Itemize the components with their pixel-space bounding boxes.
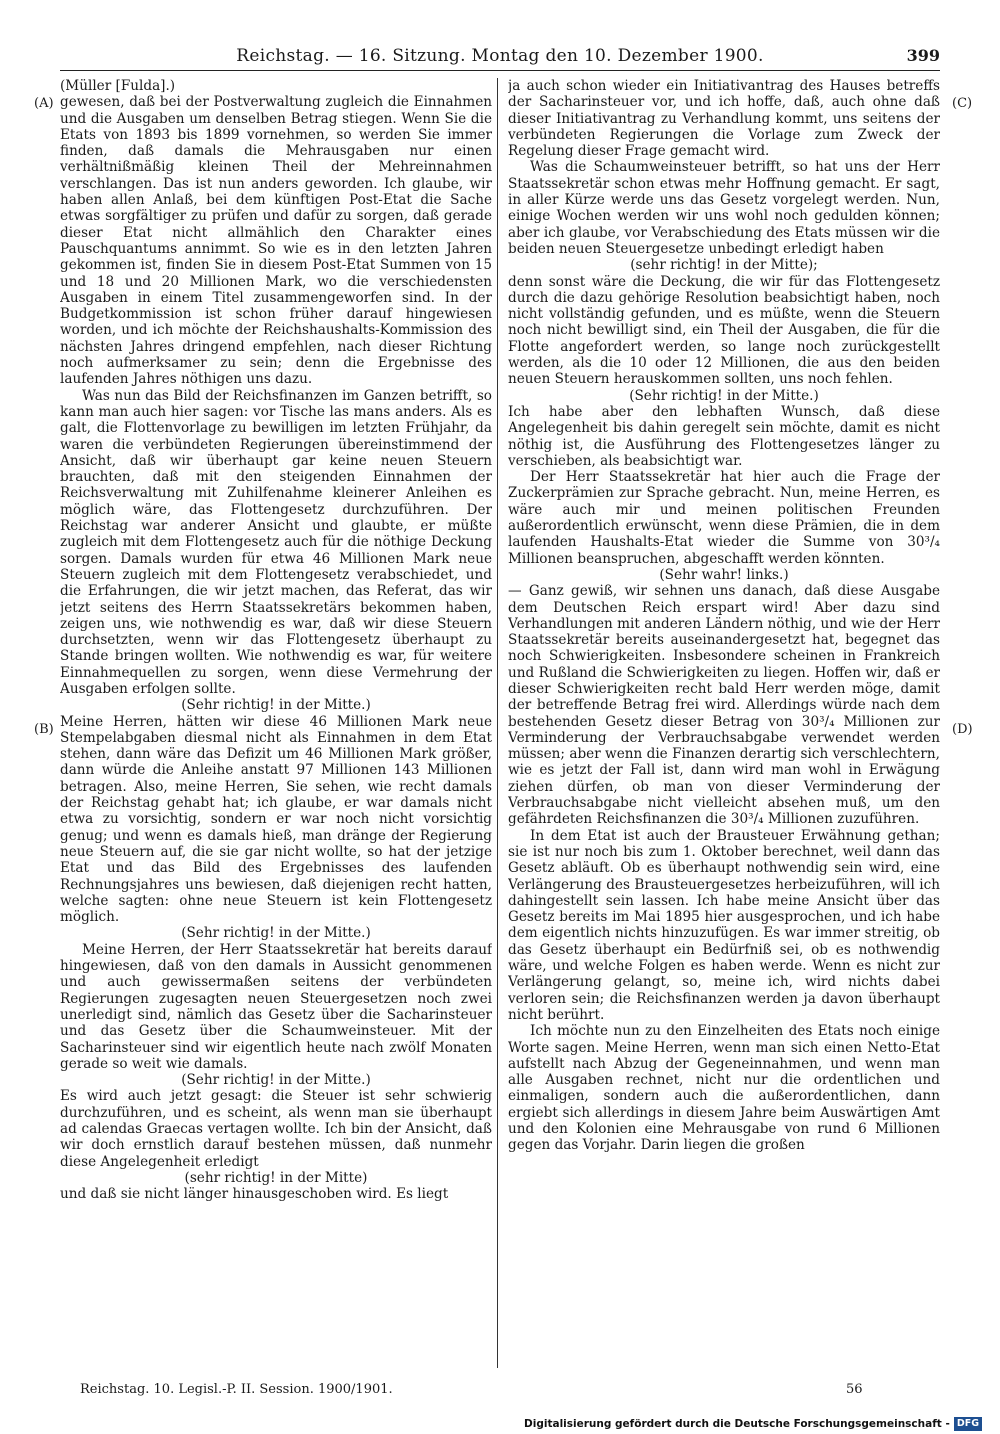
right-column-interjection: (sehr richtig! in der Mitte);	[630, 257, 818, 274]
left-column-interjection: (Sehr richtig! in der Mitte.)	[181, 697, 371, 714]
footer-sheet-number: 56	[846, 1382, 863, 1397]
right-column-paragraph: In dem Etat ist auch der Brausteuer Erwähnung gethan; sie ist nur noch bis zum 1. Oktober berechnet, weil dann das Gesetz abläuft. Ob es überhaupt nothwendig sein wird, eine Verlängerung des Brausteuergesetzes herbeizuführen, will ich dahingestellt sein lassen. Ich habe meine Ansicht über das Gesetz bereits im Mai 1895 hier ausgesprochen, und ich habe dem eigentlich nichts hinzuzufügen. Es war immer streitig, ob das Gesetz überhaupt ein Bedürfniß sei, ob es nothwendig wäre, und welche Folgen es haben werde. Wenn es nicht zur Verlängerung gelangt, so, meine ich, wird nichts dabei verloren sein; die Reichsfinanzen werden ja davon überhaupt nicht berührt.	[508, 827, 940, 1023]
left-column-paragraph: (Müller [Fulda].)	[60, 78, 176, 94]
right-column-interjection: (Sehr wahr! links.)	[659, 566, 789, 583]
dfg-logo: DFG	[954, 1417, 982, 1431]
left-column-paragraph: Es wird auch jetzt gesagt: die Steuer ist sehr schwierig durchzuführen, und es scheint, als wenn man sie überhaupt ad calendas Graecas vertagen wollte. Ich bin der Ansicht, daß wir doch ernstlich darauf bestehen müssen, daß nunmehr diese Angelegenheit erledigt	[60, 1088, 492, 1170]
right-column-interjection: (Sehr richtig! in der Mitte.)	[629, 387, 819, 404]
right-column-paragraph: denn sonst wäre die Deckung, die wir für das Flottengesetz durch die dazu gehörige Resolution beabsichtigt haben, noch nicht vollständig gefunden, und es müßte, wenn die Steuern noch nicht bewilligt sind, ein Theil der Ausgaben, die für die Flotte angefordert werden, so lange noch zurückgestellt werden, als die 10 oder 12 Millionen, die aus den beiden neuen Steuern herauskommen sollten, uns noch fehlen.	[508, 273, 940, 388]
right-text-column	[508, 78, 940, 1378]
right-column-paragraph: Ich habe aber den lebhaften Wunsch, daß diese Angelegenheit bis dahin geregelt sein möchte, damit es nicht nöthig ist, die Ausführung des Flottengesetzes länger zu verschieben, als beabsichtigt war.	[508, 403, 940, 469]
dfg-credit	[524, 1416, 982, 1432]
left-column-paragraph: und daß sie nicht länger hinausgeschoben wird. Es liegt	[60, 1186, 449, 1203]
margin-marker-d: (D)	[952, 722, 973, 737]
page-number: 399	[906, 46, 940, 65]
left-column-paragraph: gewesen, daß bei der Postverwaltung zugleich die Einnahmen und die Ausgaben um denselben Betrag stiegen. Wenn Sie die Etats von 1893 bis 1899 vornehmen, so werden Sie immer finden, daß damals die Mehrausgaben nur einen verhältnißmäßig kleinen Theil der Mehreinnahmen verschlangen. Das ist nun anders geworden. Ich glaube, wir haben allen Anlaß, bei dem künftigen Post-Etat die Sache etwas sorgfältiger zu prüfen und dafür zu sorgen, daß gerade dieser Etat nicht allmählich den Charakter eines Pauschquantums annimmt. So wie es in den letzten Jahren gekommen ist, finden Sie in diesem Post-Etat Summen von 15 und 18 und 20 Millionen Mark, wo die verschiedensten Ausgaben in einem Titel zusammengeworfen sind. In der Budgetkommission ist schon früher darauf hingewiesen worden, und ich möchte der Reichshaushalts-Kommission des nächsten Jahres dringend empfehlen, nach dieser Richtung noch aufmerksamer zu sein; denn die Ergebnisse des laufenden Jahres nöthigen uns dazu.	[60, 94, 492, 388]
left-column-paragraph: Meine Herren, der Herr Staatssekretär hat bereits darauf hingewiesen, daß von den damals in Aussicht genommenen und auch gewissermaßen seitens der verbündeten Regierungen zugesagten neuen Steuergesetzen noch zwei unerledigt sind, nämlich das Gesetz über die Sacharinsteuer und das Gesetz über die Schaumweinsteuer. Mit der Sacharinsteuer sind wir eigentlich heute nach zwölf Monaten gerade so weit wie damals.	[60, 941, 492, 1072]
column-divider	[497, 78, 498, 1368]
left-column-interjection: (Sehr richtig! in der Mitte.)	[181, 925, 371, 942]
right-column-paragraph: — Ganz gewiß, wir sehnen uns danach, daß diese Ausgabe dem Deutschen Reich erspart wird! Aber dazu sind Verhandlungen mit anderen Ländern nöthig, und wie der Herr Staatssekretär bereits auseinandergesetzt hat, begegnet das noch Schwierigkeiten. Insbesondere scheinen in Frankreich und Rußland die Schwierigkeiten zu liegen. Hoffen wir, daß er dieser Schwierigkeiten recht bald Herr werden möge, damit der betreffende Betrag frei wird. Allerdings würde nach dem bestehenden Gesetz dieser Betrag von 30³/₄ Millionen zur Verminderung der Verbrauchsabgabe verwendet werden müssen; aber wenn die Finanzen derartig sich verschlechtern, wie es jetzt der Fall ist, dann wird man wohl in Erwägung ziehen dürfen, ob man von dieser Verminderung der Verbrauchsabgabe nicht vielleicht absehen muß, um den gefährdeten Reichsfinanzen die 30³/₄ Millionen zuzuführen.	[508, 583, 940, 828]
running-title: Reichstag. — 16. Sitzung. Montag den 10. Dezember 1900.	[236, 46, 764, 66]
left-column-interjection: (Sehr richtig! in der Mitte.)	[181, 1072, 371, 1089]
right-column-paragraph: Der Herr Staatssekretär hat hier auch die Frage der Zuckerprämien zur Sprache gebracht. Nun, meine Herren, es wäre auch mir und meinen politischen Freunden außerordentlich erwünscht, wenn diese Prämien, die in dem laufenden Haushalts-Etat wieder die Summe von 30³/₄ Millionen beanspruchen, abgeschafft werden könnten.	[508, 469, 940, 567]
right-column-paragraph: ja auch schon wieder ein Initiativantrag des Hauses betreffs der Sacharinsteuer vor, und ich hoffe, daß, auch ohne daß dieser Initiativantrag zu Verhandlung kommt, uns seitens der verbündeten Regierungen die Vorlage zum Zweck der Regelung dieser Frage gemacht wird.	[508, 78, 940, 160]
left-text-column	[60, 78, 492, 1378]
margin-marker-a: (A)	[34, 96, 54, 111]
footer-session: Reichstag. 10. Legisl.-P. II. Session. 1900/1901.	[80, 1382, 393, 1397]
page-header	[60, 44, 940, 71]
margin-marker-c: (C)	[952, 96, 973, 111]
dfg-credit-text: Digitalisierung gefördert durch die Deutsche Forschungsgemeinschaft -	[524, 1418, 950, 1430]
right-column-paragraph: Ich möchte nun zu den Einzelheiten des Etats noch einige Worte sagen. Meine Herren, wenn man sich einen Netto-Etat aufstellt nach Abzug der Gegeneinnahmen, und wenn man alle Ausgaben rechnet, nicht nur die ordentlichen und einmaligen, sondern auch die außerordentlichen, dann ergiebt sich allerdings in diesem Jahre beim Auswärtigen Amt und den Kolonien eine Mehrausgabe von rund 6 Millionen gegen das Vorjahr. Darin liegen die großen	[508, 1023, 940, 1154]
left-column-interjection: (sehr richtig! in der Mitte)	[184, 1169, 368, 1186]
left-column-paragraph: Was nun das Bild der Reichsfinanzen im Ganzen betrifft, so kann man auch hier sagen: vor Tische las mans anders. Als es galt, die Flottenvorlage zu bewilligen im letzten Frühjahr, da waren die verbündeten Regierungen übereinstimmend der Ansicht, daß wir überhaupt gar keine neuen Steuern brauchten, daß mit den steigenden Einnahmen der Reichsverwaltung mit Zuhilfenahme kleinerer Anleihen es möglich wäre, das Flottengesetz durchzuführen. Der Reichstag war anderer Ansicht und glaubte, er müßte zugleich mit dem Flottengesetz auch für die nöthige Deckung sorgen. Damals wurden für etwa 46 Millionen Mark neue Steuern zugleich mit dem Flottengesetz verabschiedet, und die Erfahrungen, die wir jetzt machen, das Referat, das wir jetzt seitens des Herrn Staatssekretärs bekommen haben, zeigen uns, wie nothwendig es war, daß wir diese Steuern durchsetzten, wenn wir das Flottengesetz überhaupt zu Stande bringen wollten. Wie nothwendig es war, für weitere Einnahmequellen zu sorgen, wenn diese Vermehrung der Ausgaben erfolgen sollte.	[60, 387, 492, 697]
margin-marker-b: (B)	[34, 722, 54, 737]
left-column-paragraph: Meine Herren, hätten wir diese 46 Millionen Mark neue Stempelabgaben diesmal nicht als Einnahmen in dem Etat stehen, dann wäre das Defizit um 46 Millionen Mark größer, dann würde die Anleihe anstatt 97 Millionen 143 Millionen betragen. Also, meine Herren, Sie sehen, wie recht damals der Reichstag gehabt hat; ich glaube, er war damals nicht etwa zu vorsichtig, sondern er war noch nicht vorsichtig genug; und wenn es damals hieß, man dränge der Regierung neue Steuern auf, die sie gar nicht wollte, so hat der jetzige Etat und das Bild des Ergebnisses des laufenden Rechnungsjahres uns bewiesen, daß diejenigen recht hatten, welche sagten: ohne neue Steuern ist kein Flottengesetz möglich.	[60, 713, 492, 926]
right-column-paragraph: Was die Schaumweinsteuer betrifft, so hat uns der Herr Staatssekretär schon etwas mehr Hoffnung gemacht. Er sagt, in aller Kürze werde uns das Gesetz vorgelegt werden. Nun, einige Wochen werden wir uns wohl noch gedulden können; aber ich glaube, vor Verabschiedung des Etats müssen wir die beiden neuen Steuergesetze unbedingt erledigt haben	[508, 159, 940, 257]
